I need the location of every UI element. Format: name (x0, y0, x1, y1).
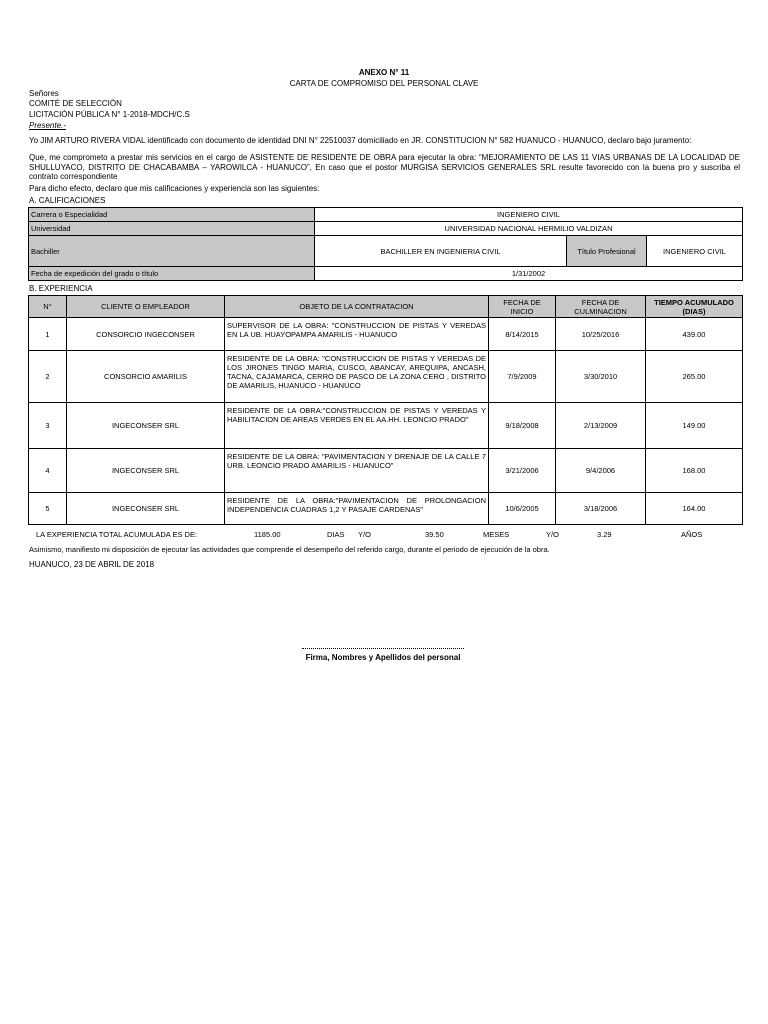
titulo-label: Título Profesional (567, 236, 647, 267)
experience-section-label: B. EXPERIENCIA (29, 284, 93, 293)
career-label: Carrera o Especialidad (29, 208, 315, 222)
total-months-unit: MESES (483, 530, 510, 539)
header-client: CLIENTE O EMPLEADOR (67, 296, 225, 318)
row-start-date: 10/6/2005 (489, 493, 556, 525)
intro-text: Para dicho efecto, declaro que mis calificaciones y experiencia son las siguientes: (29, 184, 320, 193)
qualifications-section-label: A. CALIFICACIONES (29, 196, 106, 205)
row-client: CONSORCIO INGECONSER (67, 318, 225, 351)
declaration-text: Yo JIM ARTURO RIVERA VIDAL identificado con documento de identidad DNI N° 22510037 domiciliado en JR. CONSTITUCION N° 582 HUANUCO - HUANUCO, declaro bajo juramento: (29, 136, 692, 145)
total-days-unit: DIAS (327, 530, 345, 539)
row-number: 4 (29, 449, 67, 493)
degree-date-value: 1/31/2002 (315, 267, 743, 281)
row-days: 149.00 (646, 403, 743, 449)
header-accumulated-time: TIEMPO ACUMULADO (DIAS) (646, 296, 743, 318)
experience-table (28, 295, 743, 525)
header-end-date: FECHA DE CULMINACION (556, 296, 646, 318)
row-days: 439.00 (646, 318, 743, 351)
row-days: 265.00 (646, 351, 743, 403)
career-value: INGENIERO CIVIL (315, 208, 743, 222)
bachiller-label: Bachiller (29, 236, 315, 267)
row-number: 5 (29, 493, 67, 525)
row-number: 1 (29, 318, 67, 351)
row-object: SUPERVISOR DE LA OBRA: "CONSTRUCCION DE PISTAS Y VEREDAS EN LA UB. HUAYOPAMPA AMARILIS - HUANUCO (225, 318, 489, 351)
total-yo-2: Y/O (546, 530, 559, 539)
row-client: INGECONSER SRL (67, 403, 225, 449)
row-number: 3 (29, 403, 67, 449)
annex-number: ANEXO N° 11 (358, 68, 410, 77)
header-object: OBJETO DE LA CONTRATACION (225, 296, 489, 318)
addressee-presente: Presente.- (29, 121, 66, 130)
row-start-date: 3/21/2006 (489, 449, 556, 493)
row-client: INGECONSER SRL (67, 449, 225, 493)
addressee-salutation: Señores (29, 89, 59, 98)
signature-line (302, 648, 464, 649)
degree-date-label: Fecha de expedición del grado o título (29, 267, 315, 281)
row-end-date: 9/4/2006 (556, 449, 646, 493)
row-days: 168.00 (646, 449, 743, 493)
university-label: Universidad (29, 222, 315, 236)
row-number: 2 (29, 351, 67, 403)
table-row (29, 318, 743, 351)
total-years-value: 3.29 (597, 530, 612, 539)
row-start-date: 9/18/2008 (489, 403, 556, 449)
row-end-date: 3/18/2006 (556, 493, 646, 525)
addressee-committee: COMITÉ DE SELECCIÓN (29, 99, 122, 108)
row-end-date: 2/13/2009 (556, 403, 646, 449)
table-row (29, 493, 743, 525)
signature-caption: Firma, Nombres y Apellidos del personal (305, 653, 461, 662)
row-days: 164.00 (646, 493, 743, 525)
qualifications-table (28, 207, 743, 281)
closing-statement: Asimismo, manifiesto mi disposición de ejecutar las actividades que comprende el desempeño del referido cargo, durante el periodo de ejecución de la obra. (29, 545, 550, 554)
total-days-value: 1185.00 (254, 530, 281, 539)
header-number: N° (29, 296, 67, 318)
row-end-date: 3/30/2010 (556, 351, 646, 403)
total-years-unit: AÑOS (681, 530, 703, 539)
bachiller-value: BACHILLER EN INGENIERIA CIVIL (315, 236, 567, 267)
row-client: CONSORCIO AMARILIS (67, 351, 225, 403)
row-object: RESIDENTE DE LA OBRA:"CONSTRUCCION DE PISTAS Y VEREDAS Y HABILITACION DE AREAS VERDES EN EL AA.HH. LEONCIO PRADO" (225, 403, 489, 449)
row-start-date: 8/14/2015 (489, 318, 556, 351)
row-client: INGECONSER SRL (67, 493, 225, 525)
document-title: CARTA DE COMPROMISO DEL PERSONAL CLAVE (289, 79, 479, 88)
row-object: RESIDENTE DE LA OBRA: "CONSTRUCCION DE PISTAS Y VEREDAS DE LOS JIRONES TINGO MARIA, CUSCO, ABANCAY, AREQUIPA, ANCASH, TACNA, CAJAMARCA, CERRO DE PASCO DE LA ZONA CERO , DISTRITO DE AMARILIS, HUANUCO - HUANUCO (225, 351, 489, 403)
university-value: UNIVERSIDAD NACIONAL HERMILIO VALDIZAN (315, 222, 743, 236)
commitment-text: Que, me comprometo a prestar mis servicios en el cargo de ASISTENTE DE RESIDENTE DE OBRA para ejecutar la obra: “MEJORAMIENTO DE LAS 11 VIAS URBANAS DE LA LOCALIDAD DE SHULLUYACO, DISTRITO DE CHACABAMBA – YAROWILCA - HUANUCO”, En caso que el postor MURGISA SERVICIOS GENERALES SRL resulte favorecido con la buena pro y suscriba el contrato correspondiente (29, 153, 740, 181)
table-row (29, 351, 743, 403)
row-end-date: 10/25/2016 (556, 318, 646, 351)
table-row (29, 449, 743, 493)
total-yo-1: Y/O (358, 530, 371, 539)
row-object: RESIDENTE DE LA OBRA:"PAVIMENTACION DE PROLONGACION INDEPENDENCIA CUADRAS 1,2 Y PASAJE CARDENAS" (225, 493, 489, 525)
row-start-date: 7/9/2009 (489, 351, 556, 403)
place-date: HUANUCO, 23 DE ABRIL DE 2018 (29, 560, 155, 569)
header-start-date: FECHA DE INICIO (489, 296, 556, 318)
total-months-value: 39.50 (425, 530, 444, 539)
total-label: LA EXPERIENCIA TOTAL ACUMULADA ES DE: (36, 530, 198, 539)
addressee-tender: LICITACIÓN PÚBLICA N° 1-2018-MDCH/C.S (29, 110, 190, 119)
row-object: RESIDENTE DE LA OBRA: "PAVIMENTACION Y DRENAJE DE LA CALLE 7 URB. LEONCIO PRADO AMARILIS - HUANUCO" (225, 449, 489, 493)
titulo-value: INGENIERO CIVIL (647, 236, 743, 267)
table-row (29, 403, 743, 449)
